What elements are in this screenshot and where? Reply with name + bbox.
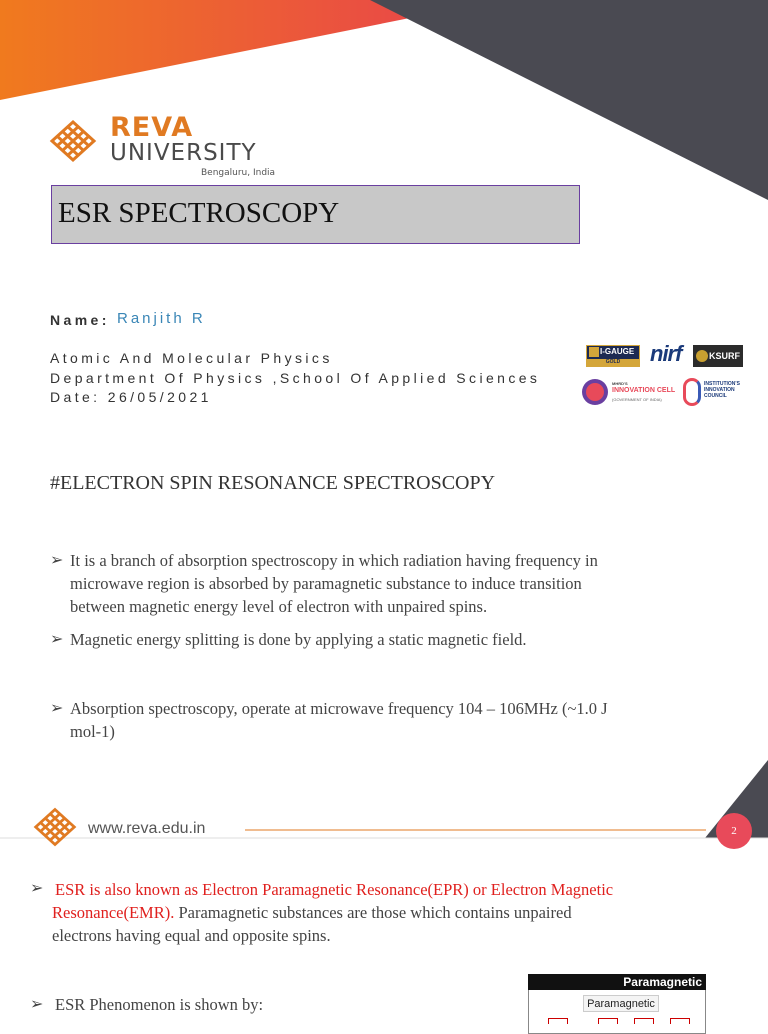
paramagnetic-figure-label: Paramagnetic — [583, 995, 659, 1012]
next-bullet-1-line-2: Resonance(EMR). Paramagnetic substances are those which contains unpaired — [52, 903, 572, 922]
section-heading: #ELECTRON SPIN RESONANCE SPECTROSCOPY — [50, 472, 496, 494]
bullet-1-line-1: It is a branch of absorption spectroscopy in which radiation having frequency in — [70, 551, 598, 570]
department-name: Department Of Physics ,School Of Applied Sciences — [50, 370, 541, 386]
orbital-box — [598, 1018, 618, 1024]
igauge-icon — [589, 347, 599, 357]
reva-knot-logo-icon — [48, 118, 98, 164]
bullet-arrow-icon: ➢ — [30, 878, 44, 897]
bullet-1-line-3: between magnetic energy level of electron with unpaired spins. — [70, 597, 488, 616]
name-value: Ranjith R — [117, 310, 206, 327]
bullet-arrow-icon: ➢ — [30, 994, 44, 1013]
bullet-arrow-icon: ➢ — [50, 698, 64, 717]
nirf-logo: nirf — [650, 341, 682, 366]
page-number-badge: 2 — [716, 813, 752, 849]
bullet-1-line-2: microwave region is absorbed by paramagnetic substance to induce transition — [70, 574, 582, 593]
bullet-arrow-icon: ➢ — [50, 629, 64, 648]
paramagnetic-figure-header: Paramagnetic — [528, 974, 706, 990]
page-title: ESR SPECTROSCOPY — [58, 197, 340, 229]
presentation-date: Date: 26/05/2021 — [50, 389, 212, 405]
brand-university: UNIVERSITY — [110, 140, 257, 166]
ksurf-badge: KSURF — [693, 345, 743, 367]
iic-icon — [683, 378, 701, 406]
igauge-badge: I-GAUGE GOLD — [586, 345, 640, 367]
name-label: Name: — [50, 312, 110, 328]
bullet-3-line-2: mol-1) — [70, 722, 115, 741]
next-bullet-2: ESR Phenomenon is shown by: — [55, 995, 264, 1014]
orbital-box — [670, 1018, 690, 1024]
innovation-cell-badge: MHRD'S INNOVATION CELL (GOVERNMENT OF INDIA) — [582, 378, 667, 406]
footer-url-link[interactable]: www.reva.edu.in — [88, 820, 206, 837]
orbital-box — [634, 1018, 654, 1024]
bullet-2-line-1: Magnetic energy splitting is done by applying a static magnetic field. — [70, 630, 527, 649]
orbital-box — [548, 1018, 568, 1024]
bullet-arrow-icon: ➢ — [50, 550, 64, 569]
bullet-3-line-1: Absorption spectroscopy, operate at microwave frequency 104 – 106MHz (~1.0 J — [70, 699, 608, 718]
course-name: Atomic And Molecular Physics — [50, 350, 333, 366]
brand-location: Bengaluru, India — [201, 168, 276, 178]
brand-name: REVA — [110, 112, 194, 143]
footer-knot-logo-icon — [32, 805, 78, 849]
next-bullet-1-line-1: ESR is also known as Electron Paramagnetic Resonance(EPR) or Electron Magnetic — [55, 880, 614, 899]
ksurf-seal-icon — [696, 350, 708, 362]
iic-badge: INSTITUTION'S INNOVATION COUNCIL — [683, 376, 745, 408]
dark-triangle-shape — [370, 0, 768, 200]
next-bullet-1-line-3: electrons having equal and opposite spins. — [52, 926, 331, 945]
